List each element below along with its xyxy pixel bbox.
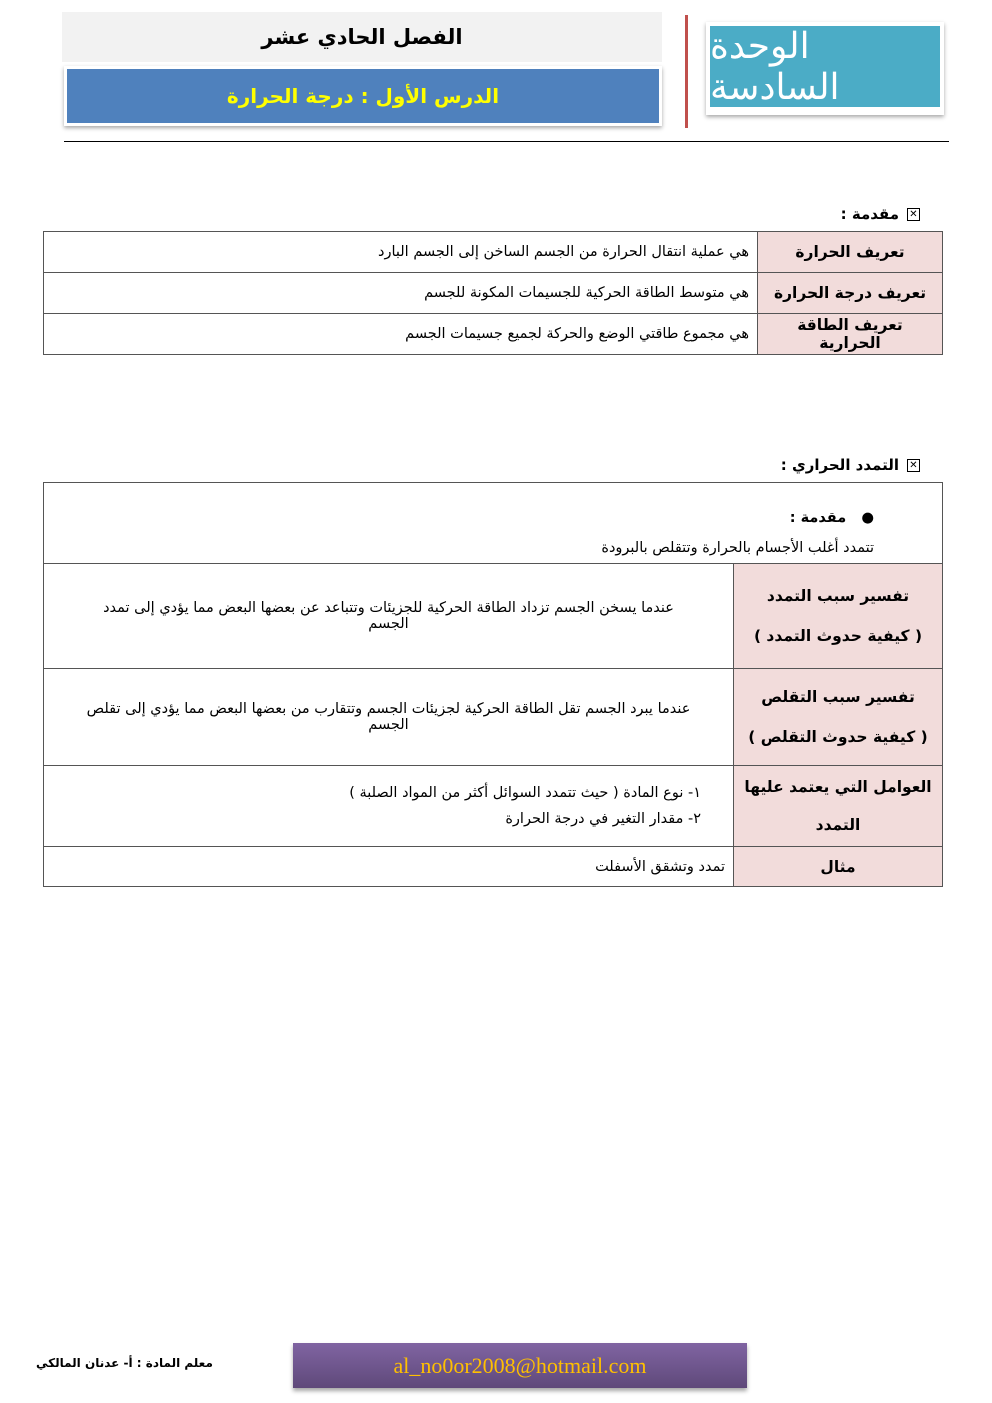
row-value [44, 766, 734, 847]
row-value: عندما يبرد الجسم تقل الطاقة الحركية لجزيئات الجسم وتتقارب من بعضها البعض مما يؤدي إلى تقلص الجسم [44, 669, 734, 766]
row-label: مثال [734, 847, 943, 887]
label-line: التمدد [815, 816, 861, 834]
teacher-name: معلم المادة : أ- عدنان المالكي [36, 1356, 213, 1370]
chapter-title: الفصل الحادي عشر [62, 12, 662, 62]
section-heading-expansion [781, 456, 920, 474]
table-row [44, 232, 943, 273]
label-line: العوامل التي يعتمد عليها [744, 778, 932, 796]
intro-text: تتمدد أغلب الأجسام بالحرارة وتتقلص بالبرودة [601, 540, 874, 556]
label-line: ( كيفية حدوث التقلص ) [748, 728, 928, 746]
divider [685, 15, 688, 128]
table-row [44, 847, 943, 887]
checkbox-x-icon: ✕ [907, 459, 920, 472]
factor-item: ١- نوع المادة ( حيث تتمدد السوائل أكثر من المواد الصلبة ) [349, 785, 701, 801]
table-row [44, 273, 943, 314]
intro-heading: مقدمة : [789, 510, 847, 526]
row-value: عندما يسخن الجسم تزداد الطاقة الحركية للجزيئات وتتباعد عن بعضها البعض مما يؤدي إلى تمدد الجسم [44, 564, 734, 669]
expansion-table [43, 482, 943, 887]
unit-title: الوحدة السادسة [710, 26, 940, 107]
row-label [734, 669, 943, 766]
intro-cell [44, 483, 943, 564]
row-label [734, 766, 943, 847]
section-title: التمدد الحراري : [780, 456, 899, 474]
table-row [44, 483, 943, 564]
factor-item: ٢- مقدار التغير في درجة الحرارة [505, 811, 701, 827]
row-value: تمدد وتشقق الأسفلت [44, 847, 734, 887]
row-label: تعريف الطاقة الحرارية [758, 314, 943, 355]
bullet-icon: ● [846, 510, 874, 526]
row-label [734, 564, 943, 669]
section-heading-intro [841, 205, 920, 223]
row-value: هي عملية انتقال الحرارة من الجسم الساخن إلى الجسم البارد [44, 232, 758, 273]
section-title: مقدمة : [840, 205, 899, 223]
table-row [44, 669, 943, 766]
table-row [44, 766, 943, 847]
email-banner: al_no0or2008@hotmail.com [293, 1343, 747, 1388]
header-rule [64, 141, 949, 142]
label-line: تفسير سبب التقلص [761, 688, 915, 706]
unit-banner [706, 22, 944, 115]
label-line: تفسير سبب التمدد [766, 587, 910, 605]
label-line: ( كيفية حدوث التمدد ) [753, 627, 923, 645]
definitions-table [43, 231, 943, 355]
table-row [44, 564, 943, 669]
row-label: تعريف الحرارة [758, 232, 943, 273]
table-row [44, 314, 943, 355]
checkbox-x-icon: ✕ [907, 208, 920, 221]
row-label: تعريف درجة الحرارة [758, 273, 943, 314]
lesson-banner [64, 66, 662, 126]
lesson-title: الدرس الأول : درجة الحرارة [67, 69, 659, 123]
row-value: هي متوسط الطاقة الحركية للجسيمات المكونة للجسم [44, 273, 758, 314]
row-value: هي مجموع طاقتي الوضع والحركة لجميع جسيمات الجسم [44, 314, 758, 355]
